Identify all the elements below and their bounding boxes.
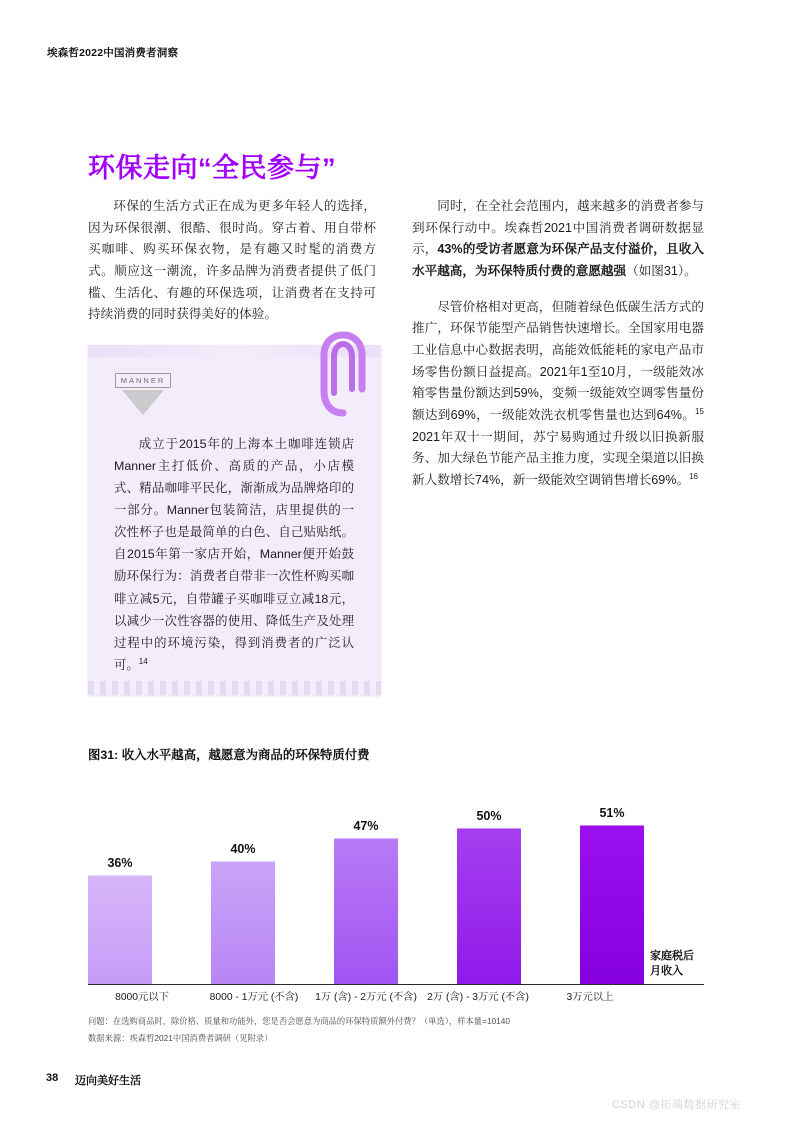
bar-value-label: 40% xyxy=(230,842,256,856)
bar xyxy=(211,861,275,985)
chart-title: 图31: 收入水平越高，越愿意为商品的环保特质付费 xyxy=(88,748,370,762)
category-label: 2万 (含) - 3万元 (不含) xyxy=(427,992,529,1003)
bar-chart xyxy=(88,770,704,985)
page-number: 38 xyxy=(46,1072,59,1084)
manner-quote-footnote-marker: 14 xyxy=(138,656,148,666)
running-head: 埃森哲2022中国消费者洞察 xyxy=(47,47,179,59)
bar-value-label: 50% xyxy=(476,809,502,823)
paperclip-icon xyxy=(320,331,366,417)
manner-logo-label: MANNER xyxy=(115,373,172,388)
bar xyxy=(580,825,644,985)
manner-quote-card xyxy=(88,345,381,695)
category-label: 1万 (含) - 2万元 (不含) xyxy=(315,992,417,1003)
bar-value-label: 36% xyxy=(107,856,133,870)
right-p1-part-b: （如图31）。 xyxy=(626,263,697,278)
bar xyxy=(88,875,152,985)
bar xyxy=(334,838,398,985)
category-label: 8000元以下 xyxy=(115,992,169,1003)
bar-group-3 xyxy=(334,819,398,985)
right-p2-footnote-15: 15 xyxy=(695,406,704,416)
axis-note-line-1: 家庭税后 xyxy=(650,950,694,963)
bar-group-1 xyxy=(88,856,152,985)
right-p2-footnote-16: 16 xyxy=(689,472,699,482)
manner-logo-icon xyxy=(110,373,176,431)
category-label: 3万元以上 xyxy=(566,992,614,1003)
right-p2-part-a: 尽管价格相对更高，但随着绿色低碳生活方式的推广，环保节能型产品销售快速增长。全国家用电器工业信息中心数据表明，高能效低能耗的家电产品市场零售份额日益提高。2021年1至10月，一级能效冰箱零售量份额达到59%，变频一级能效空调零售量份额达到69%，一级能效洗衣机零售量也达到64%。 xyxy=(412,299,704,423)
bar-group-4 xyxy=(457,809,521,985)
bar-group-5 xyxy=(580,806,644,985)
chart-category-labels xyxy=(88,988,644,1003)
right-p2-part-b: 2021年双十一期间，苏宁易购通过升级以旧换新服务、加大绿色节能产品主推力度，实现全渠道以旧换新人数增长74%，新一级能效空调销售增长69%。 xyxy=(412,429,704,488)
watermark: CSDN @拓端数据研究室 xyxy=(612,1099,741,1111)
right-paragraph-2 xyxy=(412,297,704,492)
chart-baseline xyxy=(88,984,704,985)
axis-note-line-2: 月收入 xyxy=(650,965,683,978)
manner-quote-body: 成立于2015年的上海本土咖啡连锁店Manner主打低价、高质的产品，小店模式、精品咖啡平民化，渐渐成为品牌烙印的一部分。Manner包装简洁，店里提供的一次性杯子也是最简单的白色、自己贴贴纸。自2015年第一家店开始，Manner便开始鼓励环保行为：消费者自带非一次性杯购买咖啡立减5元，自带罐子买咖啡豆立减18元，以减少一次性容器的使用、降低生产及处理过程中的环境污染，得到消费者的广泛认可。 xyxy=(114,437,354,672)
right-paragraph-1 xyxy=(412,196,704,283)
chart-source-note: 数据来源：埃森哲2021中国消费者调研（见附录） xyxy=(88,1033,273,1043)
footer-section-label: 迈向美好生活 xyxy=(75,1075,141,1087)
manner-quote-text xyxy=(114,433,354,676)
manner-logo-triangle xyxy=(121,390,165,416)
chart-bars xyxy=(88,785,644,985)
left-paragraph-1: 环保的生活方式正在成为更多年轻人的选择，因为环保很潮、很酷、很时尚。穿古着、用自带杯买咖啡、购买环保衣物，是有趣又时髦的消费方式。顺应这一潮流，许多品牌为消费者提供了低门槛、生活化、有趣的环保选项，让消费者在支持可持续消费的同时获得美好的体验。 xyxy=(88,199,376,322)
bar-value-label: 47% xyxy=(353,819,379,833)
page-title: 环保走向“全民参与” xyxy=(88,153,336,184)
bar-group-2 xyxy=(211,842,275,985)
left-column xyxy=(88,196,376,326)
chart-question-note: 问题：在选购商品时，除价格、质量和功能外，您是否会愿意为商品的环保特质额外付费？（单选），样本量=10140 xyxy=(88,1016,511,1026)
right-p1-part-a: 同时，在全社会范围内，越来越多的消费者参与到环保行动中。埃森哲2021中国消费者调研数据显示， xyxy=(412,199,704,257)
chart-axis-note xyxy=(650,949,746,979)
category-label: 8000 - 1万元 (不含) xyxy=(209,992,299,1003)
bar xyxy=(457,828,521,985)
bar-value-label: 51% xyxy=(599,806,625,820)
right-p1-bold: 43%的受访者愿意为环保产品支付溢价，且收入水平越高，为环保特质付费的意愿越强 xyxy=(412,242,705,278)
right-column xyxy=(412,196,704,492)
